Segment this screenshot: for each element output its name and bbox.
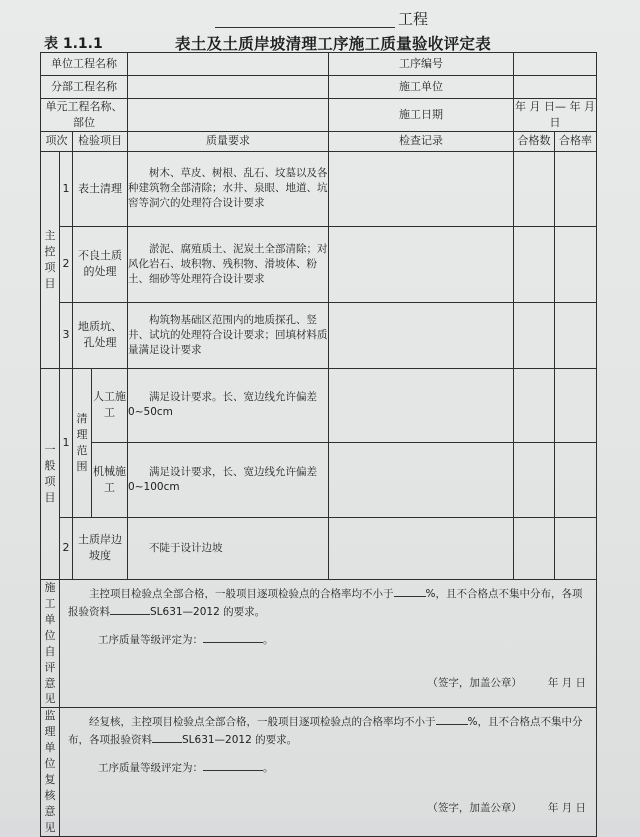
supervisor-date: 年 月 日 [547, 802, 587, 815]
pass-count-cell[interactable] [514, 517, 555, 579]
pass-count-cell[interactable] [514, 302, 555, 368]
general-item-no: 2 [60, 517, 73, 579]
grade-blank[interactable] [203, 760, 263, 771]
col-pass-count: 合格数 [514, 131, 555, 151]
machine-requirement: 满足设计要求，长、宽边线允许偏差 0~100cm [128, 442, 329, 517]
check-record-cell[interactable] [329, 442, 514, 517]
process-no-label: 工序编号 [329, 53, 514, 76]
general-item-row-machine [41, 442, 597, 517]
main-item-name: 表土清理 [73, 151, 128, 226]
col-item: 项次 [41, 131, 73, 151]
check-record-cell[interactable] [329, 302, 514, 368]
supervisor-label: 监理单位复核意见 [41, 708, 60, 837]
main-item-name: 地质坑、孔处理 [73, 302, 128, 368]
project-name-blank [215, 12, 395, 28]
process-no-value[interactable] [514, 53, 597, 76]
pass-rate-blank[interactable] [436, 714, 468, 725]
general-item-name: 土质岸边坡度 [73, 517, 128, 579]
evaluation-table [40, 52, 597, 837]
main-item-no: 2 [60, 226, 73, 302]
general-label: 一般项目 [41, 368, 60, 579]
form-title: 表土及土质岸坡清理工序施工质量验收评定表 [175, 35, 492, 53]
check-record-cell[interactable] [329, 151, 514, 226]
unit-project-value[interactable] [128, 53, 329, 76]
check-record-cell[interactable] [329, 517, 514, 579]
self-eval-row [41, 579, 597, 708]
pass-rate-cell[interactable] [555, 302, 597, 368]
meet-blank[interactable] [152, 732, 182, 743]
col-check-record: 检查记录 [329, 131, 514, 151]
pass-count-cell[interactable] [514, 151, 555, 226]
construction-date-value[interactable]: 年 月 日— 年 月 日 [514, 99, 597, 132]
self-eval-signature: （签字，加盖公章） 年 月 日 [427, 676, 587, 689]
sub-project-value[interactable] [128, 76, 329, 99]
main-item-row-1 [41, 151, 597, 226]
pass-count-cell[interactable] [514, 226, 555, 302]
general-item-name: 清理范围 [73, 368, 92, 517]
element-project-value[interactable] [128, 99, 329, 132]
check-record-cell[interactable] [329, 368, 514, 442]
pass-rate-cell[interactable] [555, 151, 597, 226]
machine-construction-label: 机械施工 [92, 442, 128, 517]
slope-requirement: 不陡于设计边坡 [128, 517, 329, 579]
self-eval-label: 施工单位自评意见 [41, 579, 60, 708]
supervisor-opinion[interactable] [60, 708, 597, 837]
general-item-row-slope [41, 517, 597, 579]
general-item-row-manual [41, 368, 597, 442]
self-eval-text: 主控项目检验点全部合格，一般项目逐项检验点的合格率均不小于 %，且不合格点不集中分布，各项报验资料 SL631—2012 的要求。 [68, 587, 583, 618]
main-item-row-2 [41, 226, 597, 302]
project-suffix: 工程 [398, 10, 429, 28]
info-row-element [41, 99, 597, 132]
main-item-row-3 [41, 302, 597, 368]
pass-rate-cell[interactable] [555, 226, 597, 302]
column-header-row [41, 131, 597, 151]
main-item-name: 不良土质的处理 [73, 226, 128, 302]
table-code: 表 1.1.1 [44, 36, 103, 52]
col-quality-req: 质量要求 [128, 131, 329, 151]
main-item-no: 1 [60, 151, 73, 226]
supervisor-text: 经复核，主控项目检验点全部合格，一般项目逐项检验点的合格率均不小于 %，且不合格点不集中分布，各项报验资料 SL631—2012 的要求。 [68, 716, 583, 747]
pass-rate-cell[interactable] [555, 368, 597, 442]
construction-date-label: 施工日期 [329, 99, 514, 132]
construction-unit-label: 施工单位 [329, 76, 514, 99]
main-item-requirement: 树木、草皮、树根、乱石、坟墓以及各种建筑物全部清除；水井、泉眼、地道、坑窖等洞穴的处理符合设计要求 [128, 151, 329, 226]
pass-count-cell[interactable] [514, 442, 555, 517]
info-row-sub [41, 76, 597, 99]
supervisor-signature: （签字，加盖公章） 年 月 日 [427, 802, 587, 815]
meet-blank[interactable] [110, 604, 150, 615]
manual-construction-label: 人工施工 [92, 368, 128, 442]
main-item-requirement: 淤泥、腐殖质土、泥炭土全部清除；对风化岩石、坡积物、残积物、滑坡体、粉土、细砂等处理符合设计要求 [128, 226, 329, 302]
main-control-label: 主控项目 [41, 151, 60, 368]
sub-project-label: 分部工程名称 [41, 76, 128, 99]
col-pass-rate: 合格率 [555, 131, 597, 151]
main-item-no: 3 [60, 302, 73, 368]
construction-unit-value[interactable] [514, 76, 597, 99]
check-record-cell[interactable] [329, 226, 514, 302]
element-project-label: 单元工程名称、部位 [41, 99, 128, 132]
self-eval-date: 年 月 日 [547, 676, 587, 689]
manual-requirement: 满足设计要求。长、宽边线允许偏差 0~50cm [128, 368, 329, 442]
pass-rate-blank[interactable] [394, 586, 426, 597]
unit-project-label: 单位工程名称 [41, 53, 128, 76]
grade-blank[interactable] [203, 632, 263, 643]
pass-rate-cell[interactable] [555, 517, 597, 579]
pass-count-cell[interactable] [514, 368, 555, 442]
supervisor-grade: 工序质量等级评定为： 。 [98, 762, 274, 775]
main-item-requirement: 构筑物基础区范围内的地质探孔、竖井、试坑的处理符合设计要求；回填材料质量满足设计要求 [128, 302, 329, 368]
supervisor-row [41, 708, 597, 837]
self-eval-grade: 工序质量等级评定为： 。 [98, 633, 274, 646]
self-eval-opinion[interactable] [60, 579, 597, 708]
general-item-no: 1 [60, 368, 73, 517]
col-inspection-item: 检验项目 [73, 131, 128, 151]
pass-rate-cell[interactable] [555, 442, 597, 517]
info-row-unit [41, 53, 597, 76]
